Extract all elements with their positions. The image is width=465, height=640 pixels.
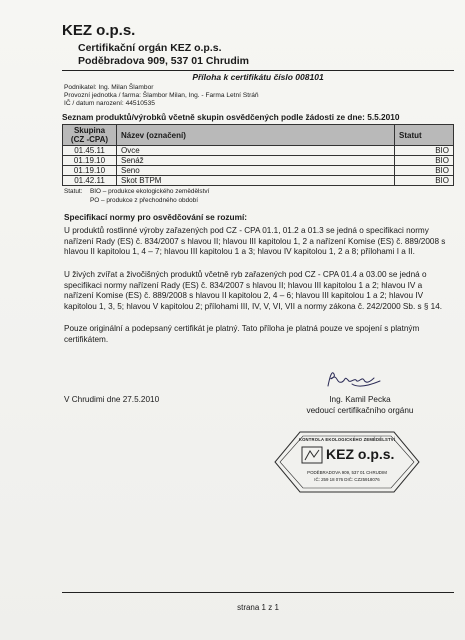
header-name: Název (označení) [117,125,395,146]
header-status: Statut [395,125,454,146]
specification-heading: Specifikací normy pro osvědčování se rozumí: [64,212,248,222]
validity-paragraph: Pouze originální a podepsaný certifikát je platný. Tato příloha je platná pouze ve spojení s platným certifikátem. [64,324,420,344]
row-status: BIO [395,166,454,176]
row-status: BIO [395,176,454,186]
place-and-date: V Chrudimi dne 27.5.2010 [64,395,160,404]
stamp-top-text: KONTROLA EKOLOGICKÉHO ZEMĚDĚLSTVÍ [298,437,396,442]
signatory-block [290,395,430,416]
products-table [62,124,454,186]
table-row [63,166,454,176]
legend-po: PO – produkce z přechodného období [90,197,199,204]
row-name: Senáž [117,156,395,166]
animal-products-paragraph: U živých zvířat a živočišných produktů včetně ryb zařazených pod CZ - CPA 01.4 a 03.00 se jedná o specifikaci normy nařízení Rady (ES) č. 834/2007 s hlavou II; hlavou III kapitolou 1 a 2; hlavou IV a nařízení Komise (ES) č. 889/2008 s hlavou II kapitolou 2, 4 – 6; hlavou III kapitolou 1 a 2; hlavou IV kapitolou 1, 3, 5; hlavou V kapitolou 2; přílohami III, IV, V, VI, VII a normy zákona č. 242/2000 Sb. s § 14. [64,270,443,312]
stamp-ids: IČ: 259 18 076 DIČ: CZ25918076 [314,477,380,482]
plant-products-paragraph: U produktů rostlinné výroby zařazených pod CZ - CPA 01.1, 01.2 a 01.3 se jedná o specifikaci normy nařízení Rady (ES) č. 834/2007 s hlavou II; hlavou III kapitolou 1, 2 a nařízení Komise (ES) č. 889/2008 s hlavou II kapitolou 1, 4 – 7; hlavou III kapitolou 1 a 3; hlavou IV kapitolou 1, 2 a 8; přílohami I a II. [64,226,446,257]
annex-title: Příloha k certifikátu číslo 008101 [192,72,324,82]
page-number: strana 1 z 1 [237,603,279,612]
stamp-logo-text: KEZ o.p.s. [326,446,395,462]
row-status: BIO [395,146,454,156]
row-name: Ovce [117,146,395,156]
status-legend-po [64,197,198,204]
header-group: Skupina (CZ -CPA) [63,125,117,146]
row-code: 01.19.10 [63,166,117,176]
header-divider [62,70,454,71]
table-row [63,146,454,156]
stamp-logo-icon [302,447,322,463]
legend-bio: BIO – produkce ekologického zemědělství [90,188,210,195]
signatory-name: Ing. Kamil Pecka [329,395,391,404]
handwritten-signature [322,368,384,392]
signatory-role: vedoucí certifikačního orgánu [306,405,414,415]
farm-line: Provozní jednotka / farma: Šlambor Milan, Ing. - Farma Letní Stráň [64,92,259,99]
row-status: BIO [395,156,454,166]
row-code: 01.45.11 [63,146,117,156]
status-legend-bio [64,188,209,195]
organization-address: Poděbradova 909, 537 01 Chrudim [78,55,249,67]
stamp-address: PODĚBRADOVA 909, 537 01 CHRUDIM [307,470,387,475]
organization-name: KEZ o.p.s. [62,22,136,39]
row-code: 01.19.10 [63,156,117,166]
table-header-row [63,125,454,146]
legend-label: Statut: [64,188,83,195]
certification-body: Certifikační orgán KEZ o.p.s. [78,42,222,54]
row-name: Skot BTPM [117,176,395,186]
row-code: 01.42.11 [63,176,117,186]
table-row [63,176,454,186]
products-list-title: Seznam produktů/výrobků včetně skupin osvědčených podle žádosti ze dne: 5.5.2010 [62,112,400,122]
table-row [63,156,454,166]
row-name: Seno [117,166,395,176]
footer-divider [62,592,454,593]
id-line: IČ / datum narození: 44510535 [64,100,155,107]
entrepreneur-line: Podnikatel: Ing. Milan Šlambor [64,84,154,91]
